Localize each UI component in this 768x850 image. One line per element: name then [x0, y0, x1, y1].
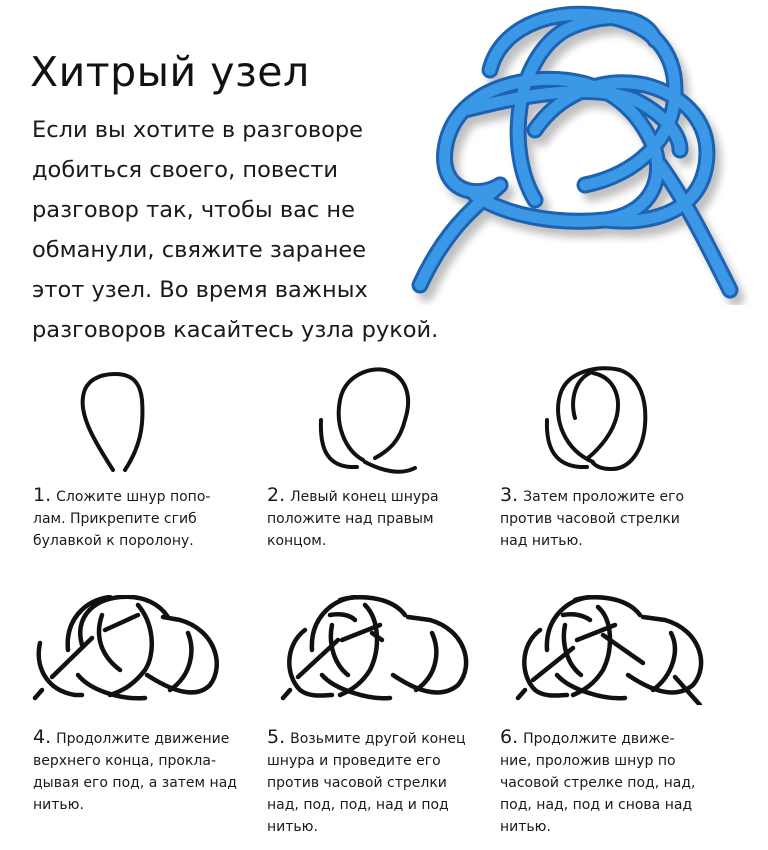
step-line: Левый конец шнура [290, 489, 439, 505]
intro-line: разговор так, чтобы вас не [32, 197, 355, 223]
step-3-diagram [535, 365, 660, 475]
step-line: лам. Прикрепите сгиб [33, 511, 197, 527]
step-6-text [500, 726, 695, 838]
step-line: ние, проложив шнур по [500, 753, 676, 769]
step-number: 6. [500, 726, 519, 748]
step-line: Сложите шнур попо- [56, 489, 211, 505]
step-2-text [267, 484, 439, 552]
step-6-diagram [515, 595, 725, 705]
step-line: Затем проложите его [523, 489, 685, 505]
step-line: над, под, под, над и под [267, 797, 449, 813]
step-line: против часовой стрелки [500, 511, 680, 527]
step-number: 1. [33, 484, 52, 506]
step-number: 3. [500, 484, 519, 506]
step-4-text [33, 726, 237, 816]
page-title: Хитрый узел [30, 48, 310, 96]
step-line: Возьмите другой конец [290, 731, 466, 747]
step-number: 4. [33, 726, 52, 748]
step-number: 5. [267, 726, 286, 748]
intro-line: обманули, свяжите заранее [32, 237, 367, 263]
step-line: верхнего конца, прокла- [33, 753, 216, 769]
step-line: Продолжите движе- [523, 731, 675, 747]
step-line: Продолжите движение [56, 731, 230, 747]
intro-line: этот узел. Во время важных [32, 277, 368, 303]
step-2-diagram [305, 365, 430, 475]
step-line: шнура и проведите его [267, 753, 441, 769]
step-line: булавкой к поролону. [33, 533, 194, 549]
intro-line: добиться своего, повести [32, 157, 339, 183]
step-line: концом. [267, 533, 327, 549]
step-5-text [267, 726, 466, 838]
step-line: нитью. [33, 797, 84, 813]
step-line: нитью. [267, 819, 318, 835]
step-4-diagram [30, 595, 230, 705]
knot-photo [405, 0, 750, 305]
intro-line: разговоров касайтесь узла рукой. [32, 317, 439, 343]
step-line: против часовой стрелки [267, 775, 447, 791]
step-line: дывая его под, а затем над [33, 775, 237, 791]
step-line: под, над, под и снова над [500, 797, 693, 813]
step-number: 2. [267, 484, 286, 506]
step-1-text [33, 484, 210, 552]
step-line: нитью. [500, 819, 551, 835]
step-1-diagram [75, 372, 165, 472]
intro-line: Если вы хотите в разговоре [32, 117, 364, 143]
step-line: часовой стрелке под, над, [500, 775, 696, 791]
step-line: положите над правым [267, 511, 434, 527]
step-line: над нитью. [500, 533, 583, 549]
step-5-diagram [280, 595, 480, 705]
step-3-text [500, 484, 684, 552]
